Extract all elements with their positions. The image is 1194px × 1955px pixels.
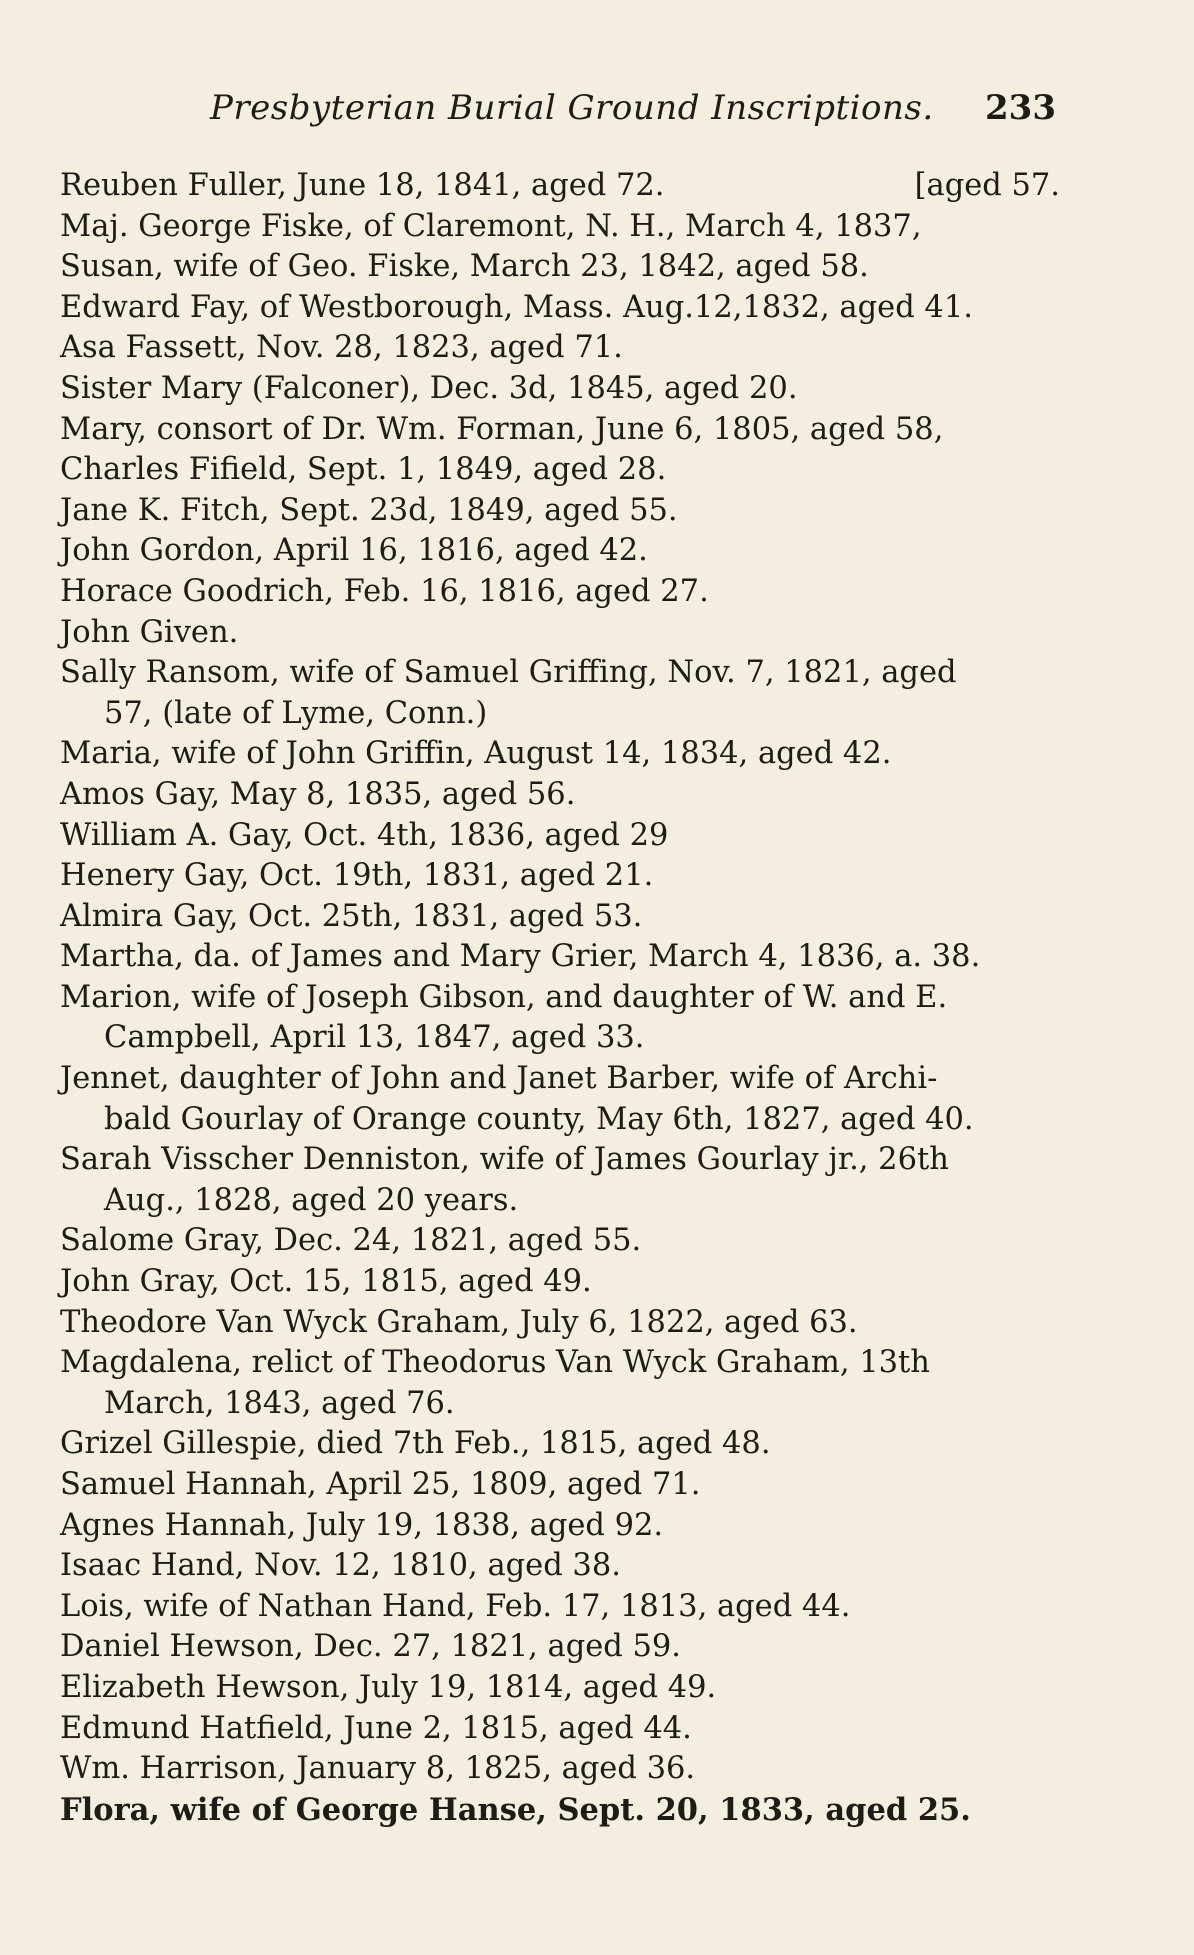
inscription-text: Daniel Hewson, Dec. 27, 1821, aged 59. [60, 1629, 682, 1665]
inscription-text: Marion, wife of Joseph Gibson, and daughter of W. and E. [60, 979, 948, 1015]
inscription-list [60, 166, 1060, 1830]
inscription-text: 57, (late of Lyme, Conn.) [104, 695, 488, 731]
inscription-text: Maj. George Fiske, of Claremont, N. H., March 4, 1837, [60, 208, 922, 244]
inscription-text: Magdalena, relict of Theodorus Van Wyck Graham, 13th [60, 1345, 930, 1381]
inscription-text: Almira Gay, Oct. 25th, 1831, aged 53. [60, 898, 643, 934]
inscription-line [60, 1303, 1060, 1344]
inscription-line [60, 410, 1060, 451]
inscription-line [60, 1749, 1060, 1790]
inscription-continuation-line [60, 1018, 1060, 1059]
inscription-continuation-line [60, 1100, 1060, 1141]
inscription-line [60, 1140, 1060, 1181]
inscription-text: Sally Ransom, wife of Samuel Griffing, Nov. 7, 1821, aged [60, 655, 957, 691]
inscription-line [60, 1668, 1060, 1709]
inscription-text: Amos Gay, May 8, 1835, aged 56. [60, 776, 576, 812]
inscription-text: Sarah Visscher Denniston, wife of James Gourlay jr., 26th [60, 1142, 949, 1178]
inscription-text: Aug., 1828, aged 20 years. [104, 1182, 519, 1218]
inscription-text: Mary, consort of Dr. Wm. Forman, June 6, 1805, aged 58, [60, 411, 944, 447]
inscription-text: Samuel Hannah, April 25, 1809, aged 71. [60, 1467, 701, 1502]
inscription-text: Edward Fay, of Westborough, Mass. Aug.12,1832, aged 41. [60, 289, 973, 325]
inscription-continuation-line [60, 1181, 1060, 1222]
inscription-line [60, 978, 1060, 1019]
inscription-text: John Gray, Oct. 15, 1815, aged 49. [60, 1264, 592, 1300]
inscription-text: Horace Goodrich, Feb. 16, 1816, aged 27. [60, 573, 709, 609]
inscription-line [60, 613, 1060, 654]
inscription-line [60, 775, 1060, 816]
inscription-text: Martha, da. of James and Mary Grier, March 4, 1836, a. 38. [60, 939, 981, 975]
inscription-continuation-line [60, 694, 1060, 735]
inscription-text: Theodore Van Wyck Graham, July 6, 1822, aged 63. [60, 1304, 858, 1340]
inscription-line [60, 328, 1060, 369]
inscription-line [60, 653, 1060, 694]
inscription-line [60, 1790, 1060, 1831]
running-head [60, 88, 1056, 138]
inscription-text: Campbell, April 13, 1847, aged 33. [104, 1020, 645, 1056]
inscription-line [60, 166, 1060, 207]
inscription-line [60, 491, 1060, 532]
inscription-text: John Given. [60, 614, 239, 650]
inscription-text: Edmund Hatfield, June 2, 1815, aged 44. [60, 1710, 692, 1746]
inscription-text: bald Gourlay of Orange county, May 6th, 1827, aged 40. [104, 1101, 974, 1137]
inscription-line [60, 897, 1060, 938]
inscription-line [60, 1709, 1060, 1750]
inscription-line [60, 1221, 1060, 1262]
inscription-text: Jane K. Fitch, Sept. 23d, 1849, aged 55. [60, 492, 678, 528]
carried-over-note: [aged 57. [914, 168, 1060, 203]
inscription-text: Jennet, daughter of John and Janet Barber, wife of Archi- [60, 1061, 938, 1097]
inscription-text: Salome Gray, Dec. 24, 1821, aged 55. [60, 1223, 642, 1259]
inscription-text: Sister Mary (Falconer), Dec. 3d, 1845, aged 20. [60, 370, 798, 406]
inscription-text: Reuben Fuller, June 18, 1841, aged 72. [60, 168, 665, 203]
inscription-text: Isaac Hand, Nov. 12, 1810, aged 38. [60, 1548, 621, 1584]
inscription-line [60, 1587, 1060, 1628]
inscription-text: Wm. Harrison, January 8, 1825, aged 36. [60, 1751, 696, 1787]
inscription-line [60, 856, 1060, 897]
inscription-line [60, 1059, 1060, 1100]
inscription-line [60, 734, 1060, 775]
inscription-text: Lois, wife of Nathan Hand, Feb. 17, 1813, aged 44. [60, 1588, 851, 1624]
inscription-line [60, 531, 1060, 572]
inscription-continuation-line [60, 1384, 1060, 1425]
inscription-line [60, 1262, 1060, 1303]
inscription-text: Elizabeth Hewson, July 19, 1814, aged 49. [60, 1669, 717, 1705]
inscription-line [60, 1343, 1060, 1384]
inscription-text: William A. Gay, Oct. 4th, 1836, aged 29 [60, 817, 669, 853]
inscription-line [60, 207, 1060, 248]
inscription-text: Agnes Hannah, July 19, 1838, aged 92. [60, 1507, 664, 1543]
inscription-text: Flora, wife of George Hanse, Sept. 20, 1833, aged 25. [60, 1791, 971, 1828]
inscription-text: Grizel Gillespie, died 7th Feb., 1815, aged 48. [60, 1426, 771, 1462]
inscription-text: Susan, wife of Geo. Fiske, March 23, 1842, aged 58. [60, 249, 869, 285]
page-number: 233 [985, 88, 1056, 128]
inscription-line [60, 1506, 1060, 1547]
inscription-line [60, 1424, 1060, 1465]
inscription-line [60, 288, 1060, 329]
inscription-line [60, 450, 1060, 491]
inscription-text: John Gordon, April 16, 1816, aged 42. [60, 533, 648, 569]
inscription-line [60, 937, 1060, 978]
inscription-line [60, 1627, 1060, 1668]
inscription-line [60, 247, 1060, 288]
inscription-line [60, 369, 1060, 410]
inscription-line [60, 572, 1060, 613]
inscription-text: March, 1843, aged 76. [104, 1385, 455, 1421]
page-title: Presbyterian Burial Ground Inscriptions. [210, 88, 934, 128]
inscription-text: Henery Gay, Oct. 19th, 1831, aged 21. [60, 858, 654, 894]
inscription-line [60, 1465, 1060, 1506]
inscription-text: Charles Fifield, Sept. 1, 1849, aged 28. [60, 452, 667, 488]
inscription-text: Maria, wife of John Griffin, August 14, 1834, aged 42. [60, 736, 892, 772]
inscription-line [60, 1546, 1060, 1587]
inscription-line [60, 816, 1060, 857]
inscription-text: Asa Fassett, Nov. 28, 1823, aged 71. [60, 330, 623, 366]
